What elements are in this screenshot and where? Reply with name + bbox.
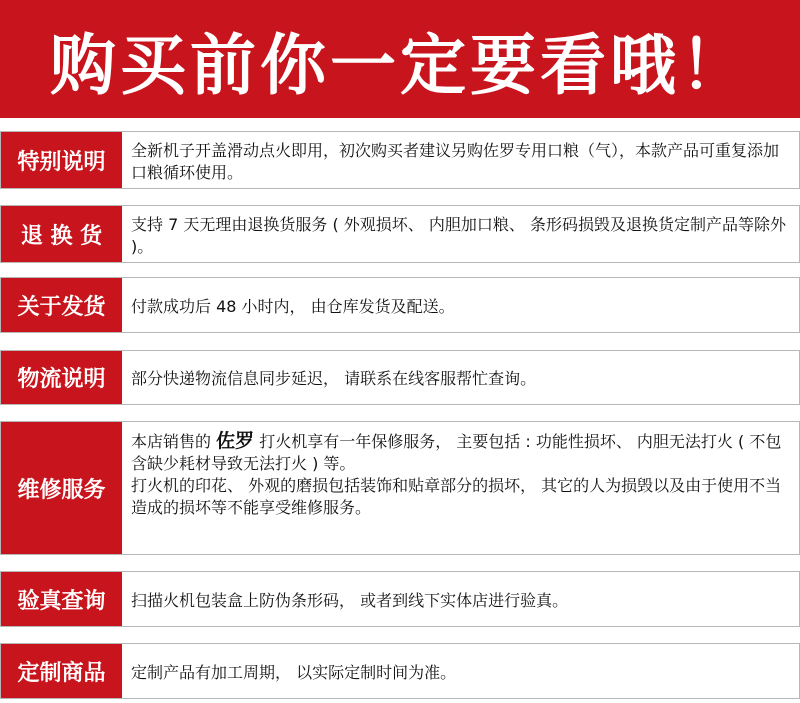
info-row-returns xyxy=(0,205,800,263)
row-label: 退 换 货 xyxy=(1,206,122,262)
brand-name: 佐罗 xyxy=(216,430,255,452)
info-row-verify xyxy=(0,571,800,627)
header-banner xyxy=(0,0,800,118)
row-label: 物流说明 xyxy=(1,351,122,404)
info-row-special xyxy=(0,131,800,189)
row-label: 关于发货 xyxy=(1,278,122,332)
row-text: 定制产品有加工周期， 以实际定制时间为准。 xyxy=(131,662,457,682)
row-text: 全新机子开盖滑动点火即用，初次购买者建议另购佐罗专用口粮（气），本款产品可重复添加口粮循环使用。 xyxy=(131,140,780,182)
info-row-custom xyxy=(0,643,800,699)
row-label: 定制商品 xyxy=(1,644,122,698)
row-label: 验真查询 xyxy=(1,572,122,626)
row-text: 本店销售的 佐罗 打火机享有一年保修服务， 主要包括 : 功能性损坏、 内胆无法打火 ( 不包含缺少耗材导致无法打火 ) 等。 打火机的印花、 外观的磨损包括装饰和贴章部分的损坏， 其它的人为损毁以及由于使用不当造成的损坏等不能享受维修服务。 xyxy=(131,430,782,517)
info-row-shipping xyxy=(0,277,800,333)
row-text: 扫描火机包装盒上防伪条形码， 或者到线下实体店进行验真。 xyxy=(131,590,569,610)
page-title: 购买前你一定要看哦！ xyxy=(50,26,750,104)
row-label: 特别说明 xyxy=(1,132,122,188)
row-text: 付款成功后 48 小时内， 由仓库发货及配送。 xyxy=(131,296,455,316)
row-label: 维修服务 xyxy=(1,422,122,554)
row-text: 支持 7 天无理由退换货服务 ( 外观损坏、 内胆加口粮、 条形码损毁及退换货定制产品等除外 )。 xyxy=(131,214,786,256)
row-text: 部分快递物流信息同步延迟， 请联系在线客服帮忙查询。 xyxy=(131,369,537,388)
info-row-repair xyxy=(0,421,800,555)
info-row-logistics xyxy=(0,350,800,405)
